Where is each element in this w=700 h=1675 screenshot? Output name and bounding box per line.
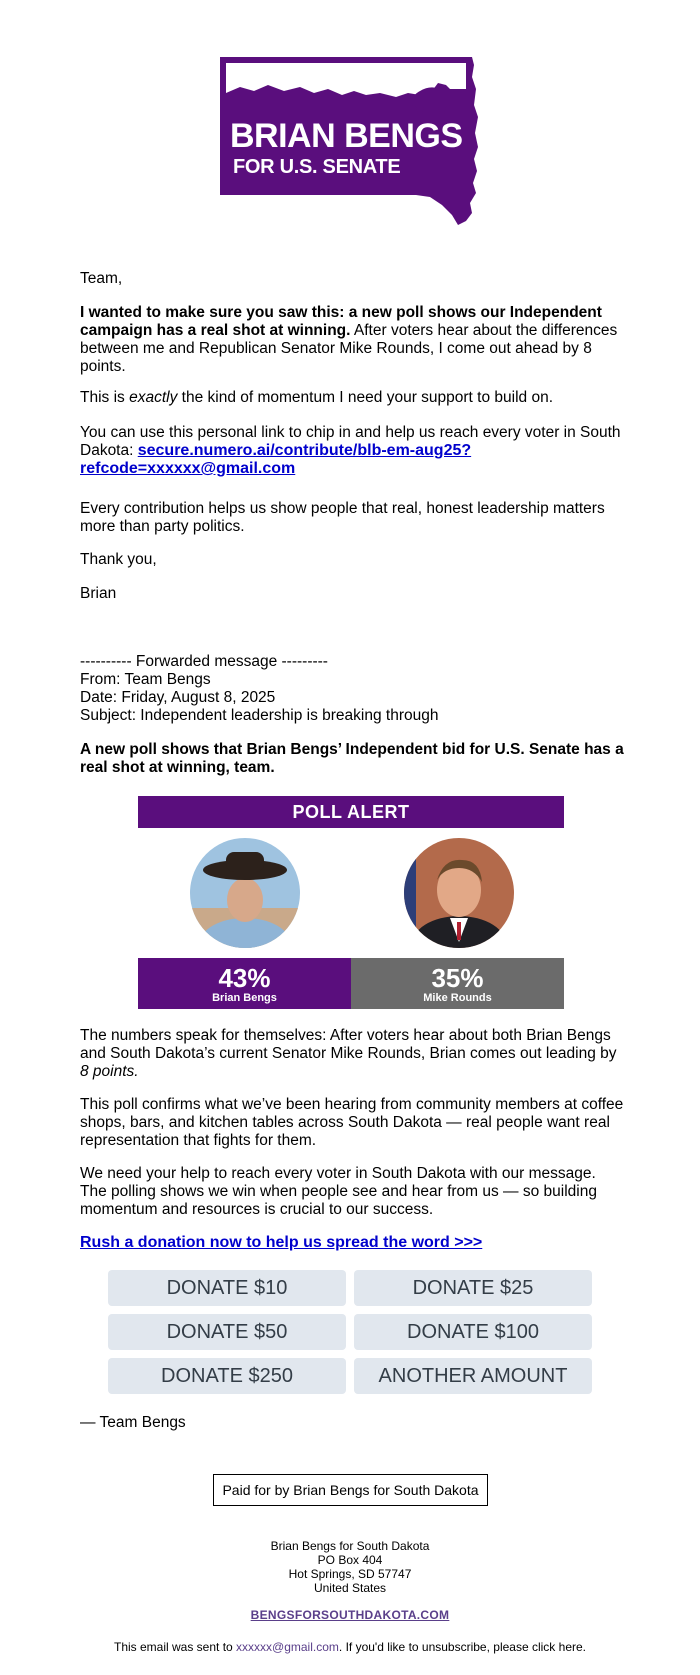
candidate-suit-icon xyxy=(404,838,514,948)
paragraph-contribution: Every contribution helps us show people that real, honest leadership matters more than party politics. xyxy=(80,500,605,535)
paragraph-help: We need your help to reach every voter in South Dakota with our message. The polling shows we win when people see and hear from us — so building momentum and resources is crucial to our success. xyxy=(80,1165,597,1218)
mailing-address xyxy=(200,1539,500,1595)
donate-250-button[interactable]: DONATE $250 xyxy=(108,1358,346,1394)
address-org: Brian Bengs for South Dakota xyxy=(270,1539,430,1553)
rounds-name: Mike Rounds xyxy=(423,992,492,1004)
website-link[interactable]: BENGSFORSOUTHDAKOTA.COM xyxy=(250,1608,450,1622)
greeting: Team, xyxy=(80,270,123,287)
emphasis-8-points: 8 points. xyxy=(80,1063,139,1080)
paragraph-community: This poll confirms what we’ve been hearing from community members at coffee shops, bars, and kitchen tables across South Dakota — real people want real representation that fights for them. xyxy=(80,1096,624,1149)
closing-signature: — Team Bengs xyxy=(80,1414,186,1431)
poll-title: POLL ALERT xyxy=(138,796,564,828)
paragraph-personal-link: You can use this personal link to chip in and help us reach every voter in South Dakota: secure.numero.ai/contribute/blb-em-aug25? refcode=xxxxxx@gmail.com xyxy=(80,424,621,477)
address-city: Hot Springs, SD 57747 xyxy=(288,1567,412,1581)
rush-donation-link[interactable]: Rush a donation now to help us spread the word >>> xyxy=(80,1234,483,1251)
forwarded-header-block xyxy=(80,653,625,725)
donate-10-button[interactable]: DONATE $10 xyxy=(108,1270,346,1306)
forwarded-subject: Subject: Independent leadership is breaking through xyxy=(80,707,439,724)
donate-100-button[interactable]: DONATE $100 xyxy=(354,1314,592,1350)
recipient-email-link[interactable]: xxxxxx@gmail.com xyxy=(236,1640,339,1654)
poll-result-bengs xyxy=(138,958,351,1009)
donate-50-button[interactable]: DONATE $50 xyxy=(108,1314,346,1350)
intro-bold: I wanted to make sure you saw this: a new poll shows our Independent campaign has a real shot at winning. xyxy=(80,304,602,339)
donate-other-amount-button[interactable]: ANOTHER AMOUNT xyxy=(354,1358,592,1394)
cta-wrapper xyxy=(80,1234,625,1252)
address-country: United States xyxy=(313,1581,387,1595)
campaign-logo xyxy=(220,55,482,225)
poll-result-rounds xyxy=(351,958,564,1009)
poll-graphic xyxy=(138,796,564,1009)
contribute-link[interactable]: secure.numero.ai/contribute/blb-em-aug25? refcode=xxxxxx@gmail.com xyxy=(80,442,472,477)
emphasis-exactly: exactly xyxy=(129,389,178,406)
forwarded-from: From: Team Bengs xyxy=(80,671,211,688)
forwarded-date: Date: Friday, August 8, 2025 xyxy=(80,689,276,706)
logo-title: BRIAN BENGS xyxy=(230,117,463,155)
address-po: PO Box 404 xyxy=(317,1553,383,1567)
signoff: Thank you, xyxy=(80,551,157,568)
rounds-percent: 35% xyxy=(431,963,484,993)
bengs-percent: 43% xyxy=(218,963,271,993)
candidate-photo-rounds xyxy=(404,838,514,948)
signature: Brian xyxy=(80,585,117,602)
paid-for-disclaimer: Paid for by Brian Bengs for South Dakota xyxy=(213,1474,488,1506)
unsubscribe-notice: This email was sent to xxxxxx@gmail.com. If you'd like to unsubscribe, please click here. xyxy=(113,1640,586,1654)
logo-subtitle: FOR U.S. SENATE xyxy=(233,156,401,178)
intro-rest: After voters hear about the differences between me and Republican Senator Mike Rounds, I come out ahead by 8 points. xyxy=(80,322,618,375)
forwarded-headline: A new poll shows that Brian Bengs’ Independent bid for U.S. Senate has a real shot at winning, team. xyxy=(80,741,624,776)
paragraph-poll-intro xyxy=(80,304,625,376)
forwarded-divider: ---------- Forwarded message --------- xyxy=(80,653,328,670)
unsubscribe-text[interactable]: . If you'd like to unsubscribe, please click here. xyxy=(338,1640,586,1654)
candidate-photo-bengs xyxy=(190,838,300,948)
donate-25-button[interactable]: DONATE $25 xyxy=(354,1270,592,1306)
paragraph-momentum: This is exactly the kind of momentum I need your support to build on. xyxy=(80,389,554,406)
bengs-name: Brian Bengs xyxy=(212,992,277,1004)
candidate-cowboy-icon xyxy=(190,838,300,948)
paragraph-numbers: The numbers speak for themselves: After voters hear about both Brian Bengs and South Dakota’s current Senator Mike Rounds, Brian comes out leading by 8 points. xyxy=(80,1027,617,1080)
